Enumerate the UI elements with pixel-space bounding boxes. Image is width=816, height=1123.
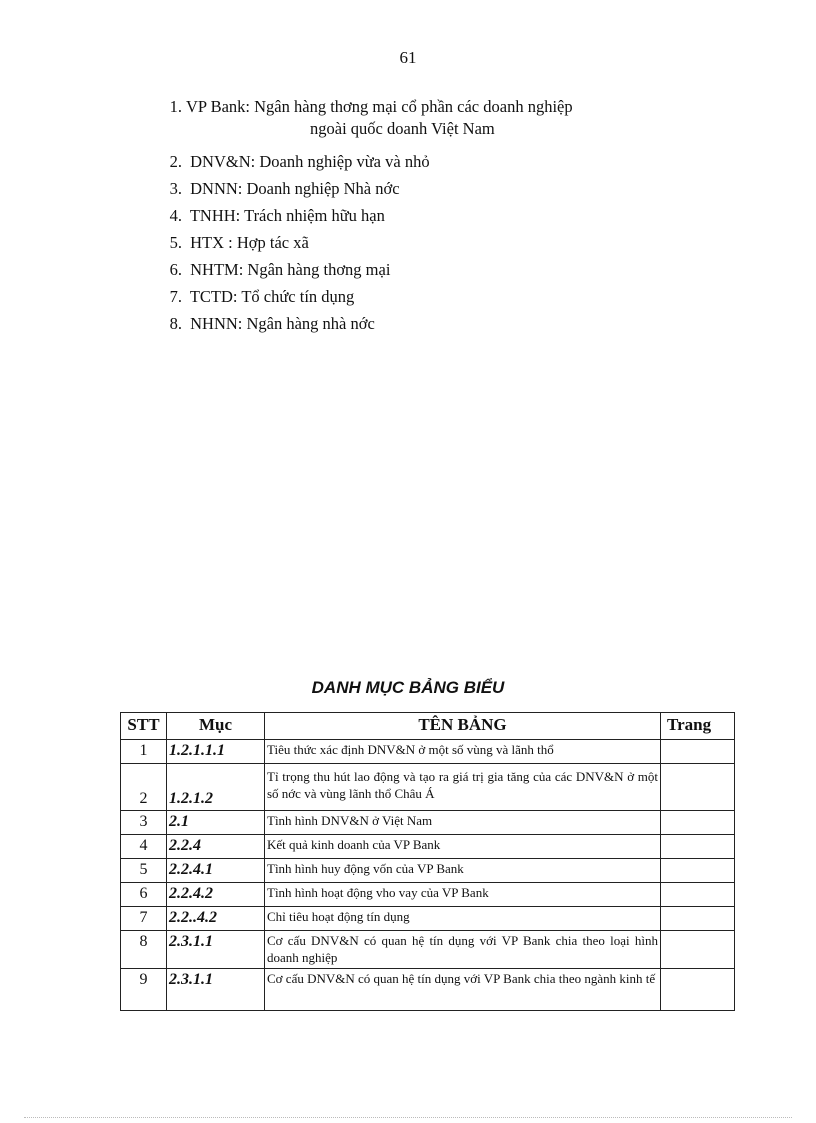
row-ten-bang: Chỉ tiêu hoạt động tín dụng <box>265 907 661 931</box>
abbreviation-text: TNHH: Trách nhiệm hữu hạn <box>189 206 385 225</box>
footer-divider <box>24 1117 792 1118</box>
abbreviation-list <box>150 96 670 340</box>
table-row <box>121 969 735 1011</box>
row-ten-bang: Kết quả kinh doanh của VP Bank <box>265 835 661 859</box>
row-ten-bang: Tiêu thức xác định DNV&N ở một số vùng và lãnh thổ <box>265 740 661 764</box>
abbreviation-number: 4. <box>169 206 182 225</box>
row-trang <box>661 931 735 969</box>
row-muc: 1.2.1.2 <box>167 764 265 811</box>
row-ten-bang: Cơ cấu DNV&N có quan hệ tín dụng với VP Bank chia theo loại hình doanh nghiệp <box>265 931 661 969</box>
abbreviation-item <box>150 151 670 178</box>
row-muc: 2.3.1.1 <box>167 931 265 969</box>
header-stt: STT <box>121 713 167 740</box>
abbreviation-text: HTX : Hợp tác xã <box>190 233 309 252</box>
table-row <box>121 859 735 883</box>
abbreviation-text: VP Bank: Ngân hàng thơng mại cổ phần các doanh nghiệp <box>186 97 573 116</box>
abbreviation-number: 7. <box>169 287 182 306</box>
abbreviation-text: DNNN: Doanh nghiệp Nhà nớc <box>190 179 400 198</box>
row-muc: 2.2..4.2 <box>167 907 265 931</box>
row-muc: 2.2.4 <box>167 835 265 859</box>
row-trang <box>661 835 735 859</box>
row-ten-bang: Tình hình huy động vốn của VP Bank <box>265 859 661 883</box>
row-stt: 7 <box>121 907 167 931</box>
page-number: 61 <box>399 48 417 67</box>
row-stt: 5 <box>121 859 167 883</box>
table-row <box>121 740 735 764</box>
abbreviation-text: DNV&N: Doanh nghiệp vừa và nhỏ <box>190 152 430 171</box>
abbreviation-number: 3. <box>169 179 182 198</box>
abbreviation-number: 6. <box>169 260 182 279</box>
abbreviation-item <box>150 259 670 286</box>
table-row <box>121 931 735 969</box>
table-row <box>121 907 735 931</box>
row-stt: 1 <box>121 740 167 764</box>
header-ten-bang: TÊN BẢNG <box>265 713 661 740</box>
abbreviation-text: NHTM: Ngân hàng thơng mại <box>190 260 391 279</box>
row-stt: 3 <box>121 811 167 835</box>
abbreviation-item <box>150 232 670 259</box>
row-stt: 4 <box>121 835 167 859</box>
row-stt: 6 <box>121 883 167 907</box>
row-trang <box>661 883 735 907</box>
row-ten-bang: Tình hình hoạt động vho vay của VP Bank <box>265 883 661 907</box>
abbreviation-text: NHNN: Ngân hàng nhà nớc <box>190 314 375 333</box>
abbreviation-number: 1. <box>169 97 182 116</box>
table-row <box>121 883 735 907</box>
row-muc: 2.3.1.1 <box>167 969 265 1011</box>
abbreviation-item <box>150 286 670 313</box>
table-row <box>121 811 735 835</box>
abbreviation-text-continued: ngoài quốc doanh Việt Nam <box>310 119 495 138</box>
row-muc: 2.2.4.1 <box>167 859 265 883</box>
abbreviation-item <box>150 178 670 205</box>
row-muc: 2.1 <box>167 811 265 835</box>
header-muc: Mục <box>167 713 265 740</box>
header-trang: Trang <box>661 713 735 740</box>
row-trang <box>661 907 735 931</box>
row-muc: 1.2.1.1.1 <box>167 740 265 764</box>
row-muc: 2.2.4.2 <box>167 883 265 907</box>
row-stt: 8 <box>121 931 167 969</box>
row-ten-bang: Tỉ trọng thu hút lao động và tạo ra giá trị gia tăng của các DNV&N ở một số nớc và vùng lãnh thổ Châu Á <box>265 764 661 811</box>
table-row <box>121 764 735 811</box>
table-header-row <box>121 713 735 740</box>
table-list <box>120 712 735 1011</box>
abbreviation-item <box>150 96 670 151</box>
row-trang <box>661 859 735 883</box>
abbreviation-number: 2. <box>169 152 182 171</box>
row-ten-bang: Tình hình DNV&N ở Việt Nam <box>265 811 661 835</box>
row-ten-bang: Cơ cấu DNV&N có quan hệ tín dụng với VP Bank chia theo ngành kinh tế <box>265 969 661 1011</box>
abbreviation-number: 8. <box>169 314 182 333</box>
table-list-title: DANH MỤC BẢNG BIỂU <box>311 678 505 697</box>
abbreviation-number: 5. <box>169 233 182 252</box>
row-trang <box>661 764 735 811</box>
row-trang <box>661 811 735 835</box>
abbreviation-item <box>150 313 670 340</box>
abbreviation-item <box>150 205 670 232</box>
row-trang <box>661 969 735 1011</box>
row-stt: 2 <box>121 764 167 811</box>
table-row <box>121 835 735 859</box>
row-trang <box>661 740 735 764</box>
abbreviation-text: TCTD: Tổ chức tín dụng <box>189 287 355 306</box>
row-stt: 9 <box>121 969 167 1011</box>
